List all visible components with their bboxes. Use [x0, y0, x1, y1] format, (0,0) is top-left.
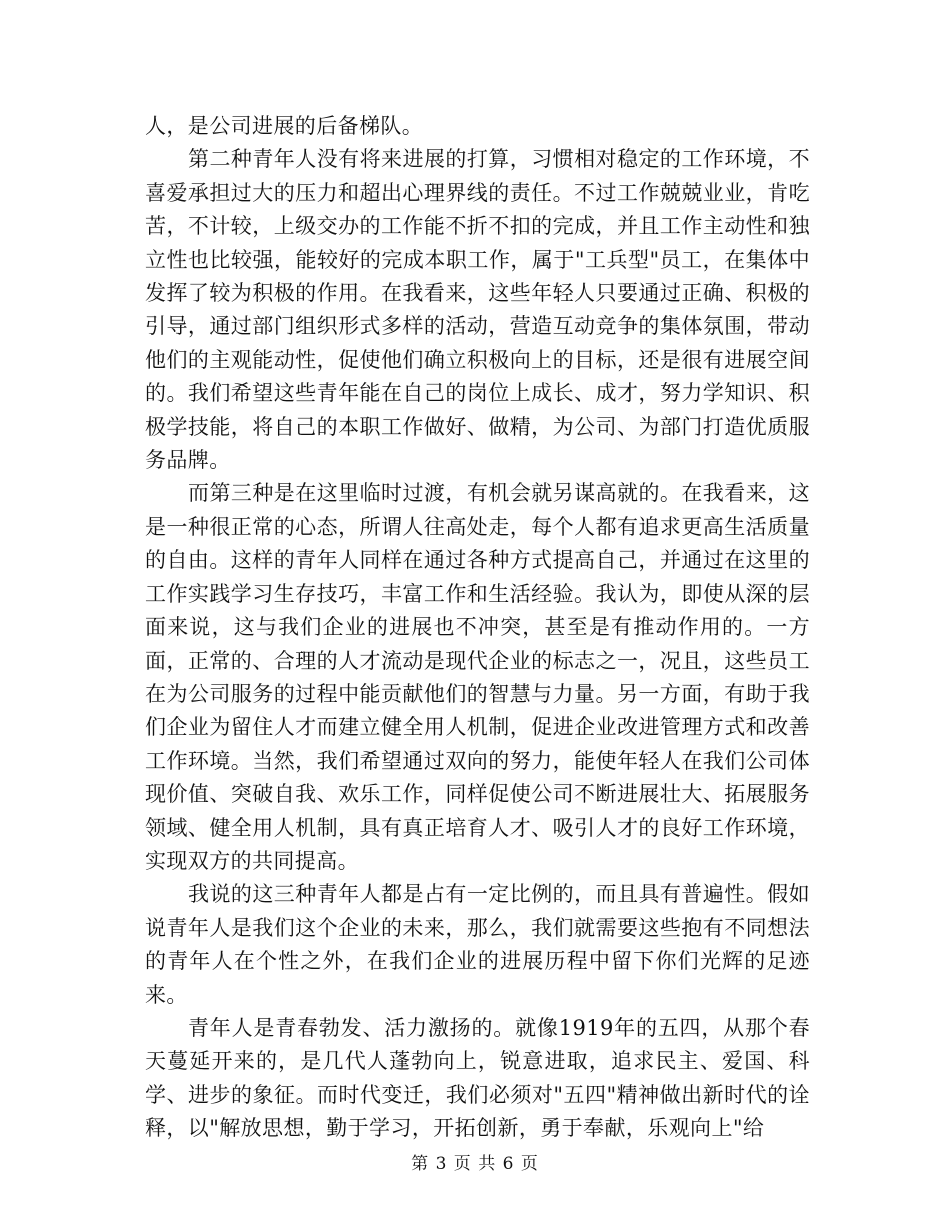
paragraph-2: 第二种青年人没有将来进展的打算，习惯相对稳定的工作环境，不喜爱承担过大的压力和超出心理界线的责任。不过工作兢兢业业，肯吃苦，不计较，上级交办的工作能不折不扣的完成，并且工作主动性和独立性也比较强，能较好的完成本职工作，属于"工兵型"员工，在集体中发挥了较为积极的作用。在我看来，这些年轻人只要通过正确、积极的引导，通过部门组织形式多样的活动，营造互动竞争的集体氛围，带动他们的主观能动性，促使他们确立积极向上的目标，还是很有进展空间的。我们希望这些青年能在自己的岗位上成长、成才，努力学知识、积极学技能，将自己的本职工作做好、做精，为公司、为部门打造优质服务品牌。	[145, 147, 810, 473]
page-number-footer: 第 3 页 共 6 页	[411, 1154, 539, 1174]
paragraph-3: 而第三种是在这里临时过渡，有机会就另谋高就的。在我看来，这是一种很正常的心态，所谓人往高处走，每个人都有追求更高生活质量的自由。这样的青年人同样在通过各种方式提高自己，并通过在这里的工作实践学习生存技巧，丰富工作和生活经验。我认为，即使从深的层面来说，这与我们企业的进展也不冲突，甚至是有推动作用的。一方面，正常的、合理的人才流动是现代企业的标志之一，况且，这些员工在为公司服务的过程中能贡献他们的智慧与力量。另一方面，有助于我们企业为留住人才而建立健全用人机制，促进企业改进管理方式和改善工作环境。当然，我们希望通过双向的努力，能使年轻人在我们公司体现价值、突破自我、欢乐工作，同样促使公司不断进展壮大、拓展服务领域、健全用人机制，具有真正培育人才、吸引人才的良好工作环境，实现双方的共同提高。	[145, 481, 810, 873]
paragraph-1: 人，是公司进展的后备梯队。	[145, 114, 424, 138]
paragraph-4: 我说的这三种青年人都是占有一定比例的，而且具有普遍性。假如说青年人是我们这个企业的未来，那么，我们就需要这些抱有不同想法的青年人在个性之外，在我们企业的进展历程中留下你们光辉的足迹来。	[145, 882, 810, 1007]
paragraph-5: 青年人是青春勃发、活力激扬的。就像1919年的五四，从那个春天蔓延开来的，是几代人蓬勃向上，锐意进取，追求民主、爱国、科学、进步的象征。而时代变迁，我们必须对"五四"精神做出新时代的诠释，以"解放思想，勤于学习，开拓创新，勇于奉献，乐观向上"给	[145, 1015, 810, 1141]
document-body	[145, 110, 810, 1146]
